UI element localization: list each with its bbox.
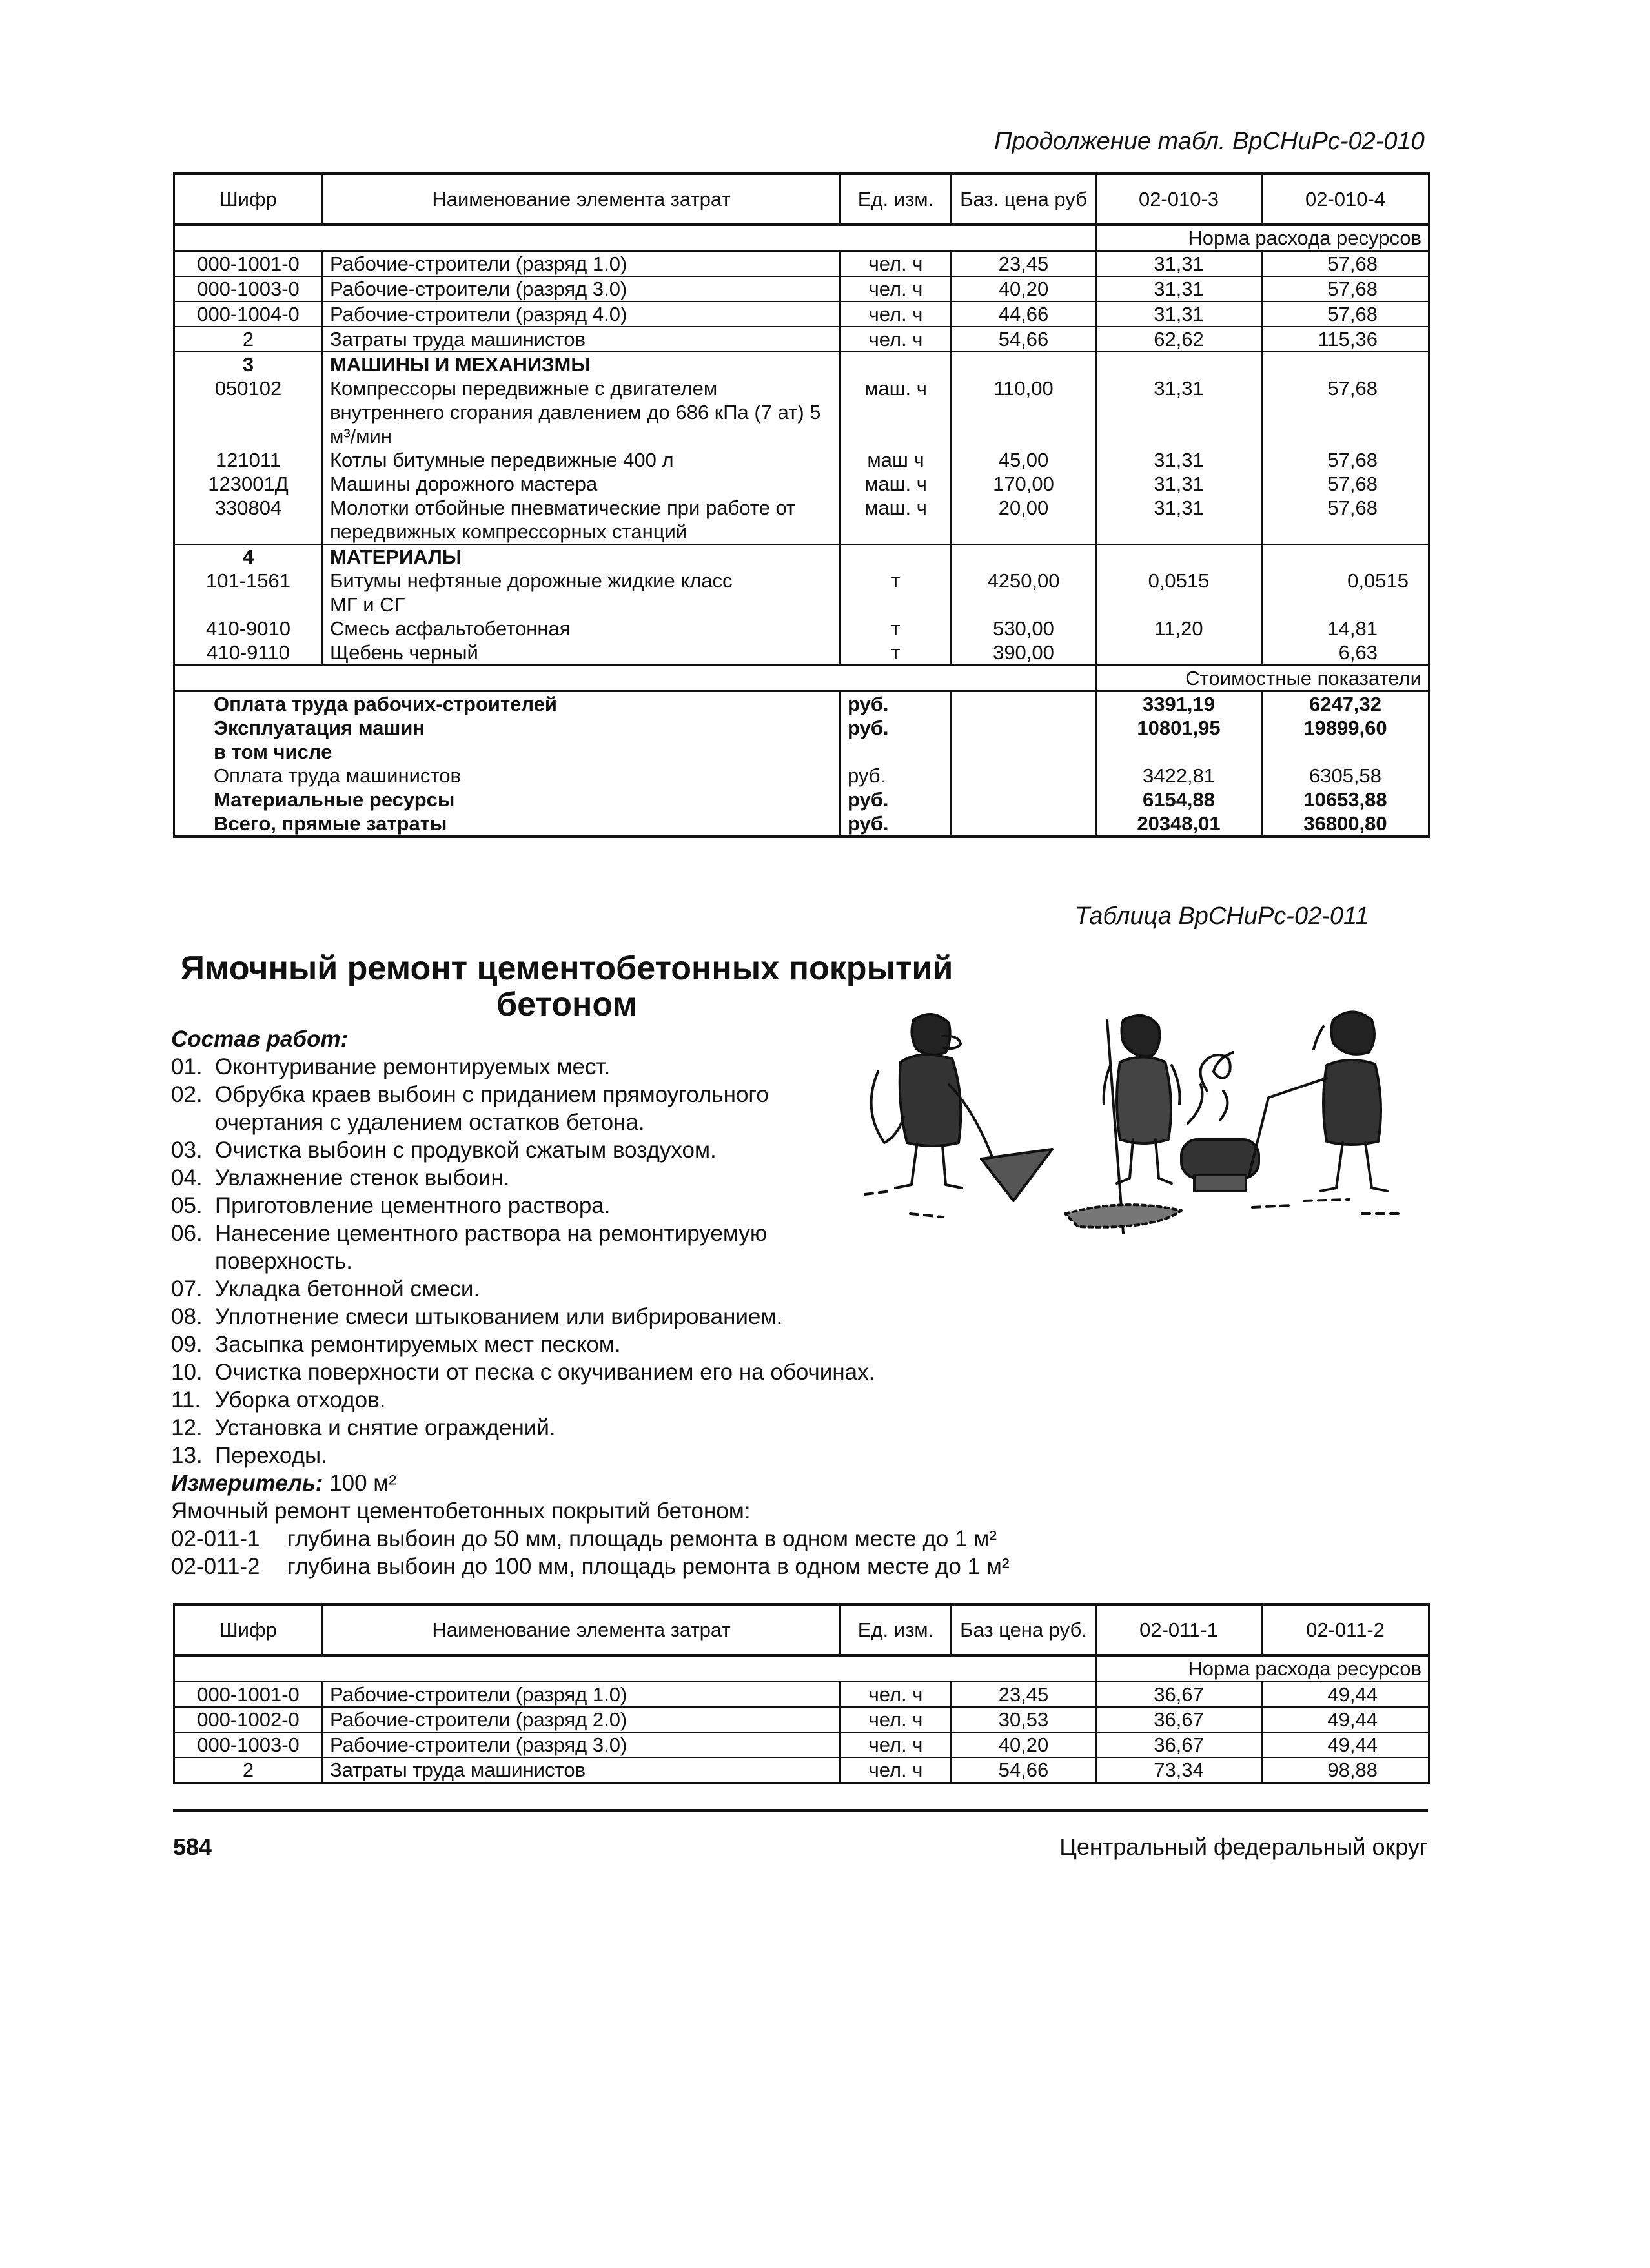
row-value-1: 36,67	[1096, 1682, 1262, 1708]
row-value-2: 115,36	[1262, 327, 1429, 352]
row-price: 110,00	[952, 376, 1096, 448]
item-num: 10.	[171, 1360, 203, 1385]
row-code: 330804	[174, 496, 323, 544]
code-id: 02-011-1	[171, 1526, 260, 1551]
header-unit: Ед. изм.	[840, 1604, 952, 1655]
row-name: Рабочие-строители (разряд 1.0)	[323, 1682, 840, 1708]
item-num: 01.	[171, 1054, 203, 1079]
row-value-2: 49,44	[1262, 1682, 1429, 1708]
list-item	[171, 1331, 1036, 1358]
row-code: 000-1001-0	[174, 1682, 323, 1708]
table-caption-continued: Продолжение табл. ВрСНиРс-02-010	[994, 128, 1425, 155]
cost-row	[174, 812, 1429, 837]
list-item	[171, 1303, 1036, 1331]
norm-spacer	[174, 1655, 1096, 1682]
cost-row	[174, 691, 1429, 717]
row-value-1: 62,62	[1096, 327, 1262, 352]
table-row	[174, 569, 1429, 617]
cost-name: Оплата труда рабочих-строителей	[174, 691, 840, 717]
code-line	[171, 1553, 1036, 1580]
item-text: Обрубка краев выбоин с приданием прямоугольного очертания с удалением остатков бетона.	[215, 1082, 769, 1135]
row-price: 20,00	[952, 496, 1096, 544]
page-number: 584	[173, 1834, 212, 1860]
intro-line: Ямочный ремонт цементобетонных покрытий бетоном:	[171, 1498, 751, 1524]
item-num: 04.	[171, 1165, 203, 1190]
row-name: Щебень черный	[323, 640, 840, 666]
row-unit: т	[840, 569, 952, 617]
row-name: Рабочие-строители (разряд 3.0)	[323, 276, 840, 301]
list-item	[171, 1275, 1036, 1303]
table-row-section	[174, 352, 1429, 376]
row-price: 23,45	[952, 251, 1096, 277]
row-unit: чел. ч	[840, 301, 952, 327]
row-value-2: 57,68	[1262, 251, 1429, 277]
row-code: 121011	[174, 448, 323, 472]
header-name: Наименование элемента затрат	[323, 174, 840, 225]
row-unit: чел. ч	[840, 1757, 952, 1783]
row-code: 2	[174, 1757, 323, 1783]
item-text: Увлажнение стенок выбоин.	[215, 1165, 510, 1190]
row-code: 4	[174, 544, 323, 569]
section-title	[173, 950, 961, 1023]
header-name: Наименование элемента затрат	[323, 1604, 840, 1655]
item-text: Очистка поверхности от песка с окучиванием его на обочинах.	[215, 1360, 875, 1385]
header-col2: 02-010-4	[1262, 174, 1429, 225]
cost-label: Стоимостные показатели	[1096, 666, 1429, 691]
item-num: 03.	[171, 1138, 203, 1163]
row-name: Затраты труда машинистов	[323, 1757, 840, 1783]
section-title-line-1: Ямочный ремонт цементобетонных покрытий	[180, 950, 953, 987]
row-value-2: 57,68	[1262, 376, 1429, 448]
row-code: 000-1002-0	[174, 1707, 323, 1732]
resource-table-02-011	[173, 1603, 1430, 1784]
item-num: 13.	[171, 1443, 203, 1468]
row-value-1: 31,31	[1096, 376, 1262, 448]
worker-rammer-figure	[1065, 1016, 1181, 1233]
bitumen-boiler	[1181, 1052, 1259, 1191]
table-row	[174, 1682, 1429, 1708]
norm-label: Норма расхода ресурсов	[1096, 225, 1429, 251]
row-code: 050102	[174, 376, 323, 448]
norm-spacer	[174, 225, 1096, 251]
cost-value-2: 10653,88	[1262, 788, 1429, 812]
row-name: Битумы нефтяные дорожные жидкие класс МГ и СГ	[323, 569, 840, 617]
row-unit: чел. ч	[840, 251, 952, 277]
measure-label: Измеритель:	[171, 1471, 323, 1496]
cost-value-1: 10801,95	[1096, 716, 1262, 740]
row-name: Рабочие-строители (разряд 3.0)	[323, 1732, 840, 1757]
row-price: 4250,00	[952, 569, 1096, 617]
cost-unit: руб.	[840, 691, 952, 717]
row-name: Смесь асфальтобетонная	[323, 617, 840, 640]
section-title-line-2: бетоном	[496, 986, 637, 1023]
row-value-2: 57,68	[1262, 496, 1429, 544]
row-code: 101-1561	[174, 569, 323, 617]
item-text: Переходы.	[215, 1443, 327, 1468]
measure-line	[171, 1469, 1036, 1497]
header-col1: 02-010-3	[1096, 174, 1262, 225]
cost-value-1: 20348,01	[1096, 812, 1262, 837]
table-row	[174, 617, 1429, 640]
row-name: Затраты труда машинистов	[323, 327, 840, 352]
table-row-section	[174, 544, 1429, 569]
row-name: Рабочие-строители (разряд 4.0)	[323, 301, 840, 327]
cost-value-1: 3422,81	[1096, 764, 1262, 788]
item-num: 02.	[171, 1082, 203, 1107]
row-unit: маш. ч	[840, 472, 952, 496]
works-label: Состав работ:	[171, 1027, 349, 1052]
row-value-2: 49,44	[1262, 1707, 1429, 1732]
item-text: Приготовление цементного раствора.	[215, 1193, 611, 1218]
table-row	[174, 251, 1429, 277]
row-price: 30,53	[952, 1707, 1096, 1732]
table-row	[174, 448, 1429, 472]
row-value-1: 11,20	[1096, 617, 1262, 640]
list-item	[171, 1386, 1036, 1414]
item-num: 11.	[171, 1387, 201, 1413]
cost-unit: руб.	[840, 764, 952, 788]
cost-spacer	[174, 666, 1096, 691]
cost-value-2: 19899,60	[1262, 716, 1429, 740]
code-text: глубина выбоин до 50 мм, площадь ремонта в одном месте до 1 м²	[287, 1526, 997, 1551]
row-value-1	[1096, 640, 1262, 666]
worker-shovel-figure	[871, 1014, 1052, 1201]
item-text: Установка и снятие ограждений.	[215, 1415, 556, 1440]
table-row	[174, 327, 1429, 352]
row-value-2: 57,68	[1262, 276, 1429, 301]
table-row	[174, 1732, 1429, 1757]
row-value-2: 0,0515	[1262, 569, 1429, 617]
row-value-2: 57,68	[1262, 448, 1429, 472]
table-row	[174, 496, 1429, 544]
row-unit: т	[840, 640, 952, 666]
list-item	[171, 1358, 1036, 1386]
item-num: 06.	[171, 1221, 203, 1246]
row-code: 000-1004-0	[174, 301, 323, 327]
table-row	[174, 376, 1429, 448]
row-value-1: 31,31	[1096, 496, 1262, 544]
item-num: 09.	[171, 1332, 203, 1357]
row-code: 000-1001-0	[174, 251, 323, 277]
footer-rule	[173, 1809, 1428, 1815]
row-name: Котлы битумные передвижные 400 л	[323, 448, 840, 472]
row-name: МАТЕРИАЛЫ	[323, 544, 840, 569]
row-price: 40,20	[952, 276, 1096, 301]
row-value-1: 31,31	[1096, 448, 1262, 472]
cost-value-1: 3391,19	[1096, 691, 1262, 717]
footer-region: Центральный федеральный округ	[1059, 1834, 1428, 1860]
header-col1: 02-011-1	[1096, 1604, 1262, 1655]
header-col2: 02-011-2	[1262, 1604, 1429, 1655]
row-value-2: 57,68	[1262, 301, 1429, 327]
table-caption-02-011: Таблица ВрСНиРс-02-011	[1075, 903, 1369, 930]
row-code: 2	[174, 327, 323, 352]
header-unit: Ед. изм.	[840, 174, 952, 225]
resource-table-02-010	[173, 172, 1430, 838]
header-code: Шифр	[174, 1604, 323, 1655]
table-row	[174, 1707, 1429, 1732]
code-id: 02-011-2	[171, 1554, 260, 1579]
row-price: 390,00	[952, 640, 1096, 666]
cost-unit: руб.	[840, 812, 952, 837]
item-text: Нанесение цементного раствора на ремонтируемую поверхность.	[215, 1221, 768, 1274]
cost-row	[174, 788, 1429, 812]
header-price: Баз. цена руб	[952, 174, 1096, 225]
cost-unit: руб.	[840, 788, 952, 812]
table-row	[174, 301, 1429, 327]
header-code: Шифр	[174, 174, 323, 225]
row-value-2: 6,63	[1262, 640, 1429, 666]
header-price: Баз цена руб.	[952, 1604, 1096, 1655]
row-name: Рабочие-строители (разряд 1.0)	[323, 251, 840, 277]
row-value-1: 31,31	[1096, 472, 1262, 496]
row-value-2: 14,81	[1262, 617, 1429, 640]
row-unit: чел. ч	[840, 327, 952, 352]
cost-value-2: 36800,80	[1262, 812, 1429, 837]
cost-name: Эксплуатация машин	[174, 716, 840, 740]
row-unit: чел. ч	[840, 1707, 952, 1732]
item-text: Засыпка ремонтируемых мест песком.	[215, 1332, 621, 1357]
list-item	[171, 1442, 1036, 1469]
item-num: 07.	[171, 1276, 203, 1302]
workers-illustration	[852, 1001, 1420, 1246]
item-text: Уборка отходов.	[215, 1387, 386, 1413]
row-value-1: 31,31	[1096, 276, 1262, 301]
table-row	[174, 640, 1429, 666]
row-name: Рабочие-строители (разряд 2.0)	[323, 1707, 840, 1732]
row-price: 23,45	[952, 1682, 1096, 1708]
list-item	[171, 1414, 1036, 1442]
row-value-2: 57,68	[1262, 472, 1429, 496]
cost-row	[174, 740, 1429, 764]
table-row	[174, 472, 1429, 496]
cost-value-2: 6305,58	[1262, 764, 1429, 788]
row-value-1: 0,0515	[1096, 569, 1262, 617]
item-num: 12.	[171, 1415, 203, 1440]
row-code: 410-9010	[174, 617, 323, 640]
row-price: 40,20	[952, 1732, 1096, 1757]
row-code: 3	[174, 352, 323, 376]
row-price: 45,00	[952, 448, 1096, 472]
row-price: 54,66	[952, 327, 1096, 352]
code-line	[171, 1525, 1036, 1553]
row-value-1: 31,31	[1096, 251, 1262, 277]
row-name: Компрессоры передвижные с двигателем внутреннего сгорания давлением до 686 кПа (7 ат) 5 м³/мин	[323, 376, 840, 448]
row-price: 170,00	[952, 472, 1096, 496]
cost-name: в том числе	[174, 740, 840, 764]
row-code: 000-1003-0	[174, 276, 323, 301]
cost-name: Оплата труда машинистов	[174, 764, 840, 788]
row-unit: маш ч	[840, 448, 952, 472]
cost-name: Материальные ресурсы	[174, 788, 840, 812]
code-text: глубина выбоин до 100 мм, площадь ремонта в одном месте до 1 м²	[287, 1554, 1010, 1579]
norm-label: Норма расхода ресурсов	[1096, 1655, 1429, 1682]
row-value-1: 73,34	[1096, 1757, 1262, 1783]
row-unit: чел. ч	[840, 276, 952, 301]
row-value-2: 49,44	[1262, 1732, 1429, 1757]
item-text: Укладка бетонной смеси.	[215, 1276, 480, 1302]
item-text: Очистка выбоин с продувкой сжатым воздухом.	[215, 1138, 717, 1163]
row-unit: чел. ч	[840, 1682, 952, 1708]
cost-row	[174, 716, 1429, 740]
table-row	[174, 1757, 1429, 1783]
cost-name: Всего, прямые затраты	[174, 812, 840, 837]
measure-value: 100 м²	[329, 1471, 397, 1496]
row-unit: чел. ч	[840, 1732, 952, 1757]
row-code: 410-9110	[174, 640, 323, 666]
row-unit: маш. ч	[840, 496, 952, 544]
row-price: 54,66	[952, 1757, 1096, 1783]
item-num: 08.	[171, 1304, 203, 1329]
row-name: МАШИНЫ И МЕХАНИЗМЫ	[323, 352, 840, 376]
row-value-1: 36,67	[1096, 1732, 1262, 1757]
row-name: Молотки отбойные пневматические при работе от передвижных компрессорных станций	[323, 496, 840, 544]
row-unit: т	[840, 617, 952, 640]
worker-roller-figure	[1249, 1012, 1388, 1192]
row-value-1: 36,67	[1096, 1707, 1262, 1732]
row-code: 000-1003-0	[174, 1732, 323, 1757]
cost-value-1: 6154,88	[1096, 788, 1262, 812]
table-row	[174, 276, 1429, 301]
cost-unit: руб.	[840, 716, 952, 740]
row-value-2: 98,88	[1262, 1757, 1429, 1783]
cost-value-2: 6247,32	[1262, 691, 1429, 717]
row-price: 44,66	[952, 301, 1096, 327]
row-name: Машины дорожного мастера	[323, 472, 840, 496]
row-price: 530,00	[952, 617, 1096, 640]
item-text: Оконтуривание ремонтируемых мест.	[215, 1054, 611, 1079]
item-text: Уплотнение смеси штыкованием или вибрированием.	[215, 1304, 783, 1329]
row-unit: маш. ч	[840, 376, 952, 448]
row-code: 123001Д	[174, 472, 323, 496]
item-num: 05.	[171, 1193, 203, 1218]
row-value-1: 31,31	[1096, 301, 1262, 327]
cost-row	[174, 764, 1429, 788]
